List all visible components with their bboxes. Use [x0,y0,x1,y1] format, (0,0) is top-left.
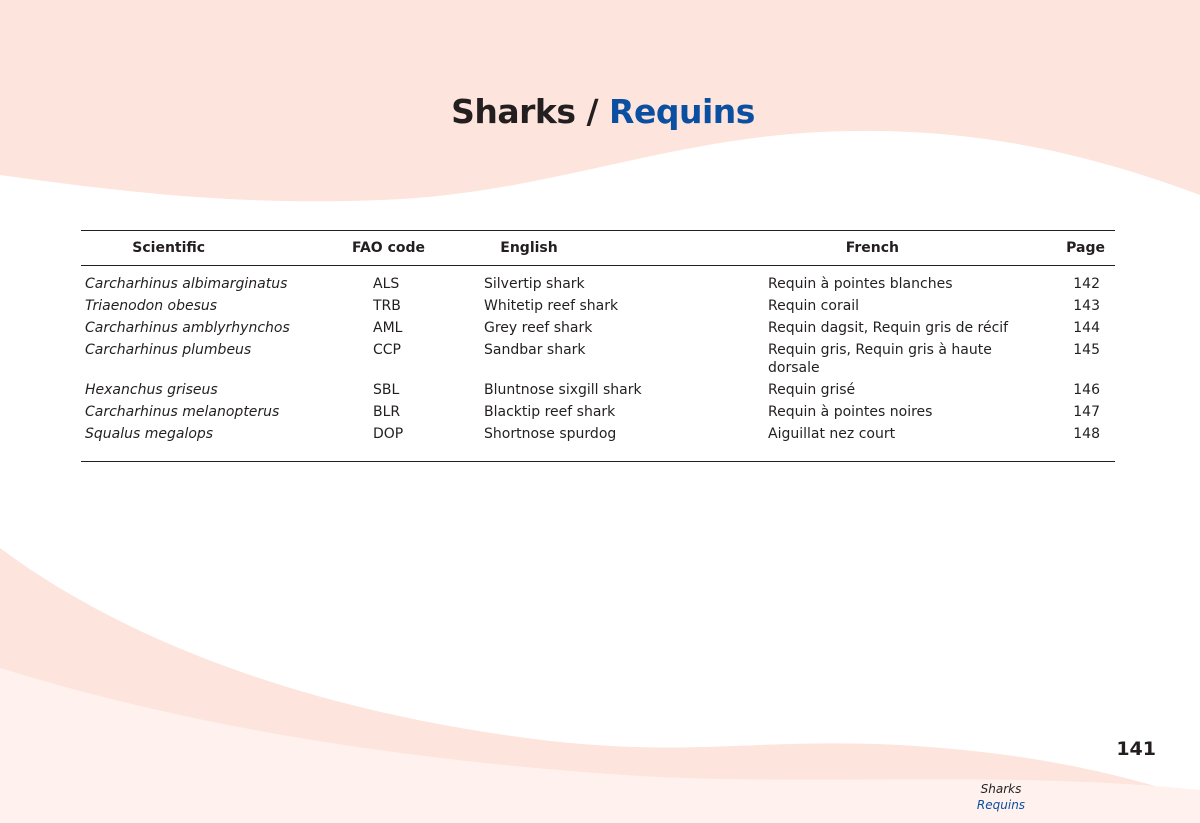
cell-page: 148 [1073,426,1100,442]
cell-scientific: Carcharhinus albimarginatus [85,276,288,292]
footer-french-label: Requins [976,798,1026,812]
cell-fao-code: AML [373,320,403,336]
cell-scientific: Carcharhinus amblyrhynchos [85,320,290,336]
cell-scientific: Carcharhinus melanopterus [85,404,280,420]
table-header-row [81,231,1115,265]
cell-fao-code: CCP [373,342,401,358]
cell-fao-code: SBL [373,382,400,398]
cell-french: Requin à pointes noires [768,404,933,420]
cell-english: Silvertip shark [484,276,585,292]
cell-page: 145 [1073,342,1100,358]
table-row [81,319,1115,337]
table-body [81,266,1115,461]
cell-english: Sandbar shark [484,342,586,358]
header-english: English [500,240,558,256]
cell-english: Whitetip reef shark [484,298,619,314]
table-row [81,403,1115,421]
cell-scientific: Hexanchus griseus [85,382,218,398]
header-page: Page [1066,240,1105,256]
title-separator: / [586,92,599,131]
cell-fao-code: BLR [373,404,401,420]
cell-french: Requin à pointes blanches [768,276,953,292]
cell-page: 144 [1073,320,1100,336]
cell-page: 142 [1073,276,1100,292]
title-french: Requins [609,92,755,131]
title-english: Sharks [451,92,576,131]
cell-fao-code: ALS [373,276,400,292]
cell-fao-code: DOP [373,426,404,442]
table-row [81,275,1115,293]
cell-scientific: Triaenodon obesus [85,298,218,314]
table-bottom-rule [81,461,1115,462]
cell-english: Blacktip reef shark [484,404,616,420]
page-number: 141 [1116,738,1156,760]
table-row [81,425,1115,443]
cell-scientific: Squalus megalops [85,426,214,442]
cell-english: Grey reef shark [484,320,593,336]
cell-scientific: Carcharhinus plumbeus [85,342,252,358]
table-row [81,381,1115,399]
cell-french: Requin corail [768,298,860,314]
footer-english-label: Sharks [980,782,1022,796]
cell-fao-code: TRB [373,298,401,314]
cell-page: 146 [1073,382,1100,398]
header-scientific: Scientific [132,240,206,256]
species-table [81,230,1115,462]
cell-english: Bluntnose sixgill shark [484,382,642,398]
header-french: French [845,240,900,256]
page-title [0,92,1200,131]
header-fao-code: FAO code [352,240,426,256]
cell-french: Aiguillat nez court [768,426,896,442]
cell-french: Requin gris, Requin gris à haute dorsale [768,342,992,376]
cell-page: 147 [1073,404,1100,420]
cell-english: Shortnose spurdog [484,426,617,442]
table-row [81,297,1115,315]
cell-french: Requin dagsit, Requin gris de récif [768,320,1009,336]
cell-french: Requin grisé [768,382,856,398]
cell-page: 143 [1073,298,1100,314]
table-row [81,341,1115,377]
